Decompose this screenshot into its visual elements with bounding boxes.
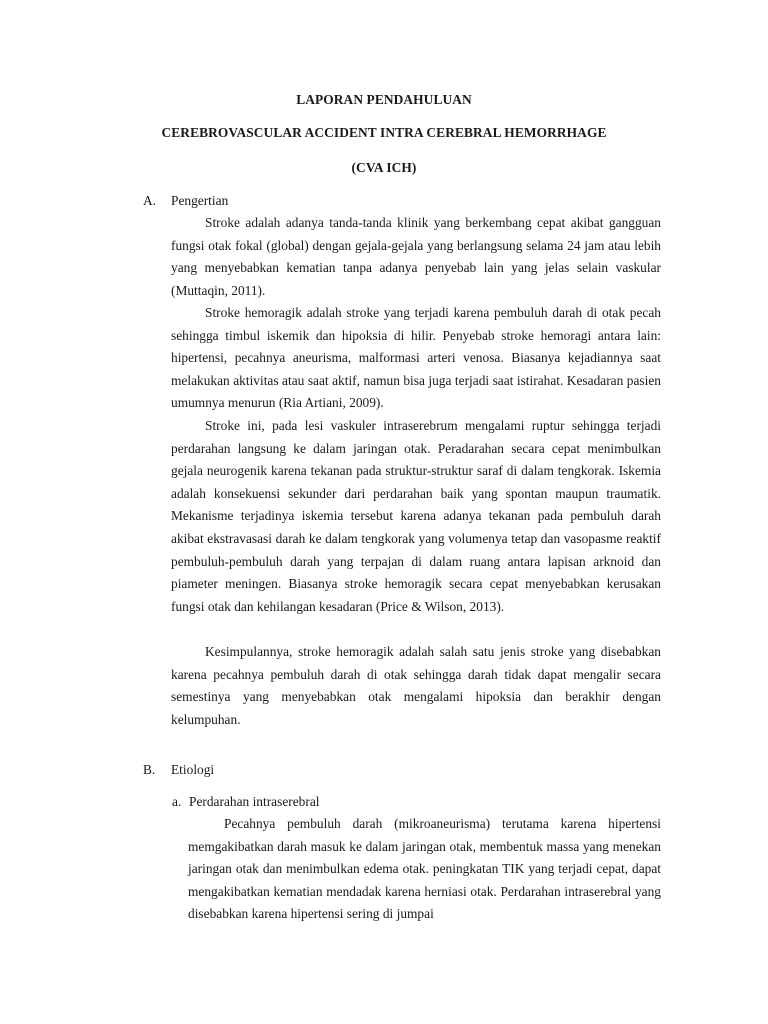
document-title: LAPORAN PENDAHULUAN	[296, 92, 472, 107]
section-title: Etiologi	[171, 762, 215, 777]
paragraph: Pecahnya pembuluh darah (mikroaneurisma) terutama karena hipertensi memgakibatkan darah masuk ke dalam jaringan otak, membentuk massa yang menekan jaringan otak dan menimbulkan edema otak. peningkatan TIK yang terjadi cepat, dapat mengakibatkan kematian mendadak karena herniasi otak. Perdarahan intraserebral yang disebabkan karena hipertensi sering di jumpai	[188, 816, 661, 922]
document-subtitle: CEREBROVASCULAR ACCIDENT INTRA CEREBRAL HEMORRHAGE	[161, 125, 607, 140]
document-abbreviation: (CVA ICH)	[351, 160, 417, 175]
section-letter: A.	[143, 193, 157, 208]
subsection-letter: a.	[172, 794, 182, 809]
subsection-title: Perdarahan intraserebral	[189, 794, 320, 809]
paragraph: Kesimpulannya, stroke hemoragik adalah salah satu jenis stroke yang disebabkan karena pecahnya pembuluh darah di otak sehingga darah tidak dapat mengalir secara semestinya yang menyebabkan otak mengalami hipoksia dan berakhir dengan kelumpuhan.	[171, 644, 661, 727]
paragraph: Stroke ini, pada lesi vaskuler intraserebrum mengalami ruptur sehingga terjadi perdarahan langsung ke dalam jaringan otak. Peradarahan secara cepat menimbulkan gejala neurogenik karena tekanan pada struktur-struktur saraf di dalam tengkorak. Iskemia adalah konsekuensi sekunder dari perdarahan baik yang spontan maupun traumatik. Mekanisme terjadinya iskemia tersebut karena adanya tekanan pada pembuluh darah akibat ekstravasasi darah ke dalam tengkorak yang volumenya tetap dan vasopasme reaktif pembuluh-pembuluh darah yang terpajan di dalam ruang antara lapisan arknoid dan piameter meningen. Biasanya stroke hemoragik secara cepat menyebabkan kerusakan fungsi otak dan kehilangan kesadaran (Price & Wilson, 2013).	[171, 418, 661, 614]
paragraph: Stroke adalah adanya tanda-tanda klinik yang berkembang cepat akibat gangguan fungsi otak fokal (global) dengan gejala-gejala yang berlangsung selama 24 jam atau lebih yang menyebabkan kematian tanpa adanya penyebab lain yang jelas selain vaskular (Muttaqin, 2011).	[171, 215, 661, 298]
section-letter: B.	[143, 762, 156, 777]
paragraph: Stroke hemoragik adalah stroke yang terjadi karena pembuluh darah di otak pecah sehingga timbul iskemik dan hipoksia di hilir. Penyebab stroke hemoragi antara lain: hipertensi, pecahnya aneurisma, malformasi arteri venosa. Biasanya kejadiannya saat melakukan aktivitas atau saat aktif, namun bisa juga terjadi saat istirahat. Kesadaran pasien umumnya menurun (Ria Artiani, 2009).	[171, 305, 661, 411]
section-title: Pengertian	[171, 193, 229, 208]
